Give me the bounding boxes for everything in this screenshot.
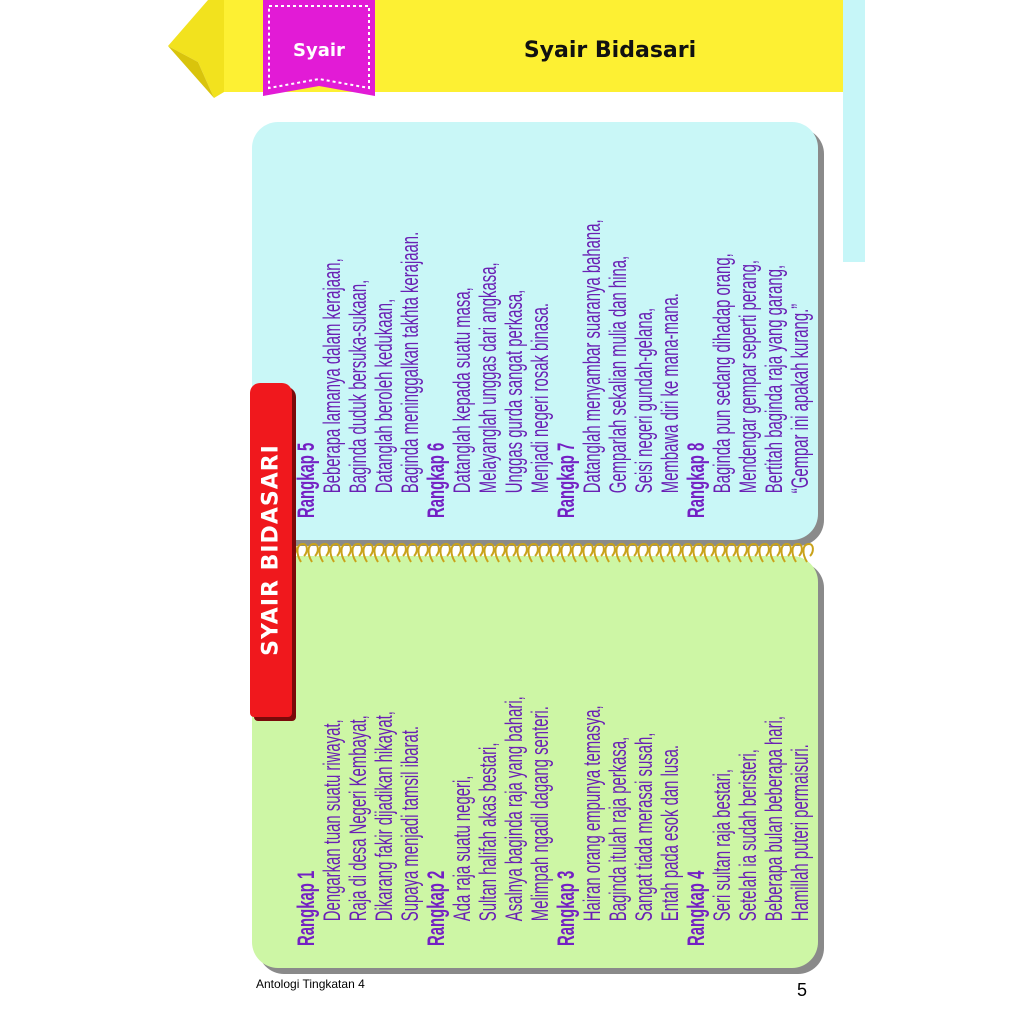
spiral-coil xyxy=(715,544,724,562)
stanza-line: “Gempar ini apakah kurang.” xyxy=(787,303,814,494)
stanza-line: Setelah ia sudah beristeri, xyxy=(735,749,762,922)
stanza-line: Seri sultan raja bestari, xyxy=(709,769,736,922)
stanza-title: Rangkap 5 xyxy=(293,442,320,518)
stanza-line: Beberapa lamanya dalam kerajaan, xyxy=(319,258,346,494)
ribbon-fold xyxy=(168,0,224,100)
stanza-line: Menjadi negeri rosak binasa. xyxy=(527,302,554,494)
spiral-coil xyxy=(627,544,636,562)
spiral-coil xyxy=(682,544,691,562)
spiral-coil xyxy=(385,544,394,562)
spiral-coil xyxy=(352,544,361,562)
spiral-coil xyxy=(374,544,383,562)
stanza-line: Sangat tiada merasai susah, xyxy=(631,732,658,922)
spiral-coil xyxy=(638,544,647,562)
spiral-coil xyxy=(803,544,812,562)
stanza-title: Rangkap 2 xyxy=(423,870,450,946)
stanza-line: Gemparlah sekalian mulia dan hina, xyxy=(605,255,632,494)
spiral-coil xyxy=(792,544,801,562)
page-title: Syair Bidasari xyxy=(523,38,697,63)
banner-label: SYAIR BIDASARI xyxy=(258,444,284,656)
stanza-line: Seisi negeri gundah-gelana, xyxy=(631,307,658,494)
stanza-line: Hairan orang empunya temasya, xyxy=(579,705,606,922)
spiral-coil xyxy=(297,544,306,562)
spiral-coil xyxy=(572,544,581,562)
stanza-title: Rangkap 7 xyxy=(553,442,580,518)
stanza-line: Melimpah ngadil dagang senteri. xyxy=(527,706,554,922)
stanza-line: Membawa diri ke mana-mana. xyxy=(657,293,684,494)
stanza-title: Rangkap 8 xyxy=(683,442,710,518)
stanza-line: Baginda meninggalkan takhta kerajaan. xyxy=(397,231,424,494)
spiral-coil xyxy=(330,544,339,562)
spiral-coil xyxy=(495,544,504,562)
spiral-coil xyxy=(550,544,559,562)
spiral-coil xyxy=(605,544,614,562)
page-number: 5 xyxy=(797,980,808,1000)
stanza-line: Datanglah menyambar suaranya bahana, xyxy=(579,219,606,494)
spiral-coil xyxy=(319,544,328,562)
spiral-coil xyxy=(484,544,493,562)
stanza-line: Supaya menjadi tamsil ibarat. xyxy=(397,726,424,922)
stanza-line: Hamillah puteri permaisuri. xyxy=(787,744,814,922)
spiral-coil xyxy=(748,544,757,562)
spiral-coil xyxy=(583,544,592,562)
spiral-binding xyxy=(284,538,818,568)
stanza-line: Raja di desa Negeri Kembayat, xyxy=(345,715,372,922)
spiral-coil xyxy=(418,544,427,562)
spiral-coil xyxy=(704,544,713,562)
spiral-coil xyxy=(308,544,317,562)
spiral-coil xyxy=(506,544,515,562)
spiral-coil xyxy=(517,544,526,562)
spiral-coil xyxy=(429,544,438,562)
stanza-line: Dikarang fakir dijadikan hikayat, xyxy=(371,711,398,922)
stanza-line: Baginda duduk bersuka-sukaan, xyxy=(345,279,372,494)
section-label: Syair xyxy=(293,40,345,61)
spiral-coil xyxy=(770,544,779,562)
stanza-line: Baginda pun sedang dihadap orang, xyxy=(709,253,736,494)
stanza-line: Mendengar gempar seperti perang, xyxy=(735,259,762,494)
stanza-title: Rangkap 3 xyxy=(553,870,580,946)
spiral-coil xyxy=(451,544,460,562)
spiral-coil xyxy=(473,544,482,562)
stanza-line: Bertitah baginda raja yang garang, xyxy=(761,264,788,494)
spiral-coil xyxy=(341,544,350,562)
stanza-line: Dengarkan tuan suatu riwayat, xyxy=(319,719,346,922)
spiral-coil xyxy=(440,544,449,562)
stanza-line: Beberapa bulan beberapa hari, xyxy=(761,716,788,922)
spiral-coil xyxy=(693,544,702,562)
stanza-line: Sultan halifah akas bestari, xyxy=(475,742,502,922)
stanza-title: Rangkap 6 xyxy=(423,442,450,518)
spiral-coil xyxy=(594,544,603,562)
stanza-line: Entah pada esok dan lusa. xyxy=(657,744,684,922)
spiral-coil xyxy=(561,544,570,562)
stanza-line: Datanglah beroleh kedukaan, xyxy=(371,298,398,494)
spiral-coil xyxy=(759,544,768,562)
spiral-coil xyxy=(539,544,548,562)
stanza-line: Baginda itulah raja perkasa, xyxy=(605,736,632,922)
spiral-coil xyxy=(781,544,790,562)
stanza-title: Rangkap 1 xyxy=(293,870,320,946)
stanza-line: Datanglah kepada suatu masa, xyxy=(449,287,476,494)
stanza-line: Melayanglah unggas dari angkasa, xyxy=(475,262,502,494)
footer-book-title: Antologi Tingkatan 4 xyxy=(256,977,365,991)
spiral-coil xyxy=(528,544,537,562)
spiral-coil xyxy=(363,544,372,562)
spiral-coil xyxy=(616,544,625,562)
stanza-title: Rangkap 4 xyxy=(683,870,710,946)
spiral-coil xyxy=(671,544,680,562)
spiral-coil xyxy=(396,544,405,562)
spiral-coil xyxy=(649,544,658,562)
spiral-coil xyxy=(462,544,471,562)
stanza-line: Ada raja suatu negeri, xyxy=(449,775,476,922)
spiral-coil xyxy=(737,544,746,562)
stanza-line: Unggas gurda sangat perkasa, xyxy=(501,289,528,494)
spiral-coil xyxy=(726,544,735,562)
spiral-coil xyxy=(660,544,669,562)
spiral-coil xyxy=(407,544,416,562)
stanza-line: Asalnya baginda raja yang bahari, xyxy=(501,696,528,922)
side-strip xyxy=(843,0,865,262)
